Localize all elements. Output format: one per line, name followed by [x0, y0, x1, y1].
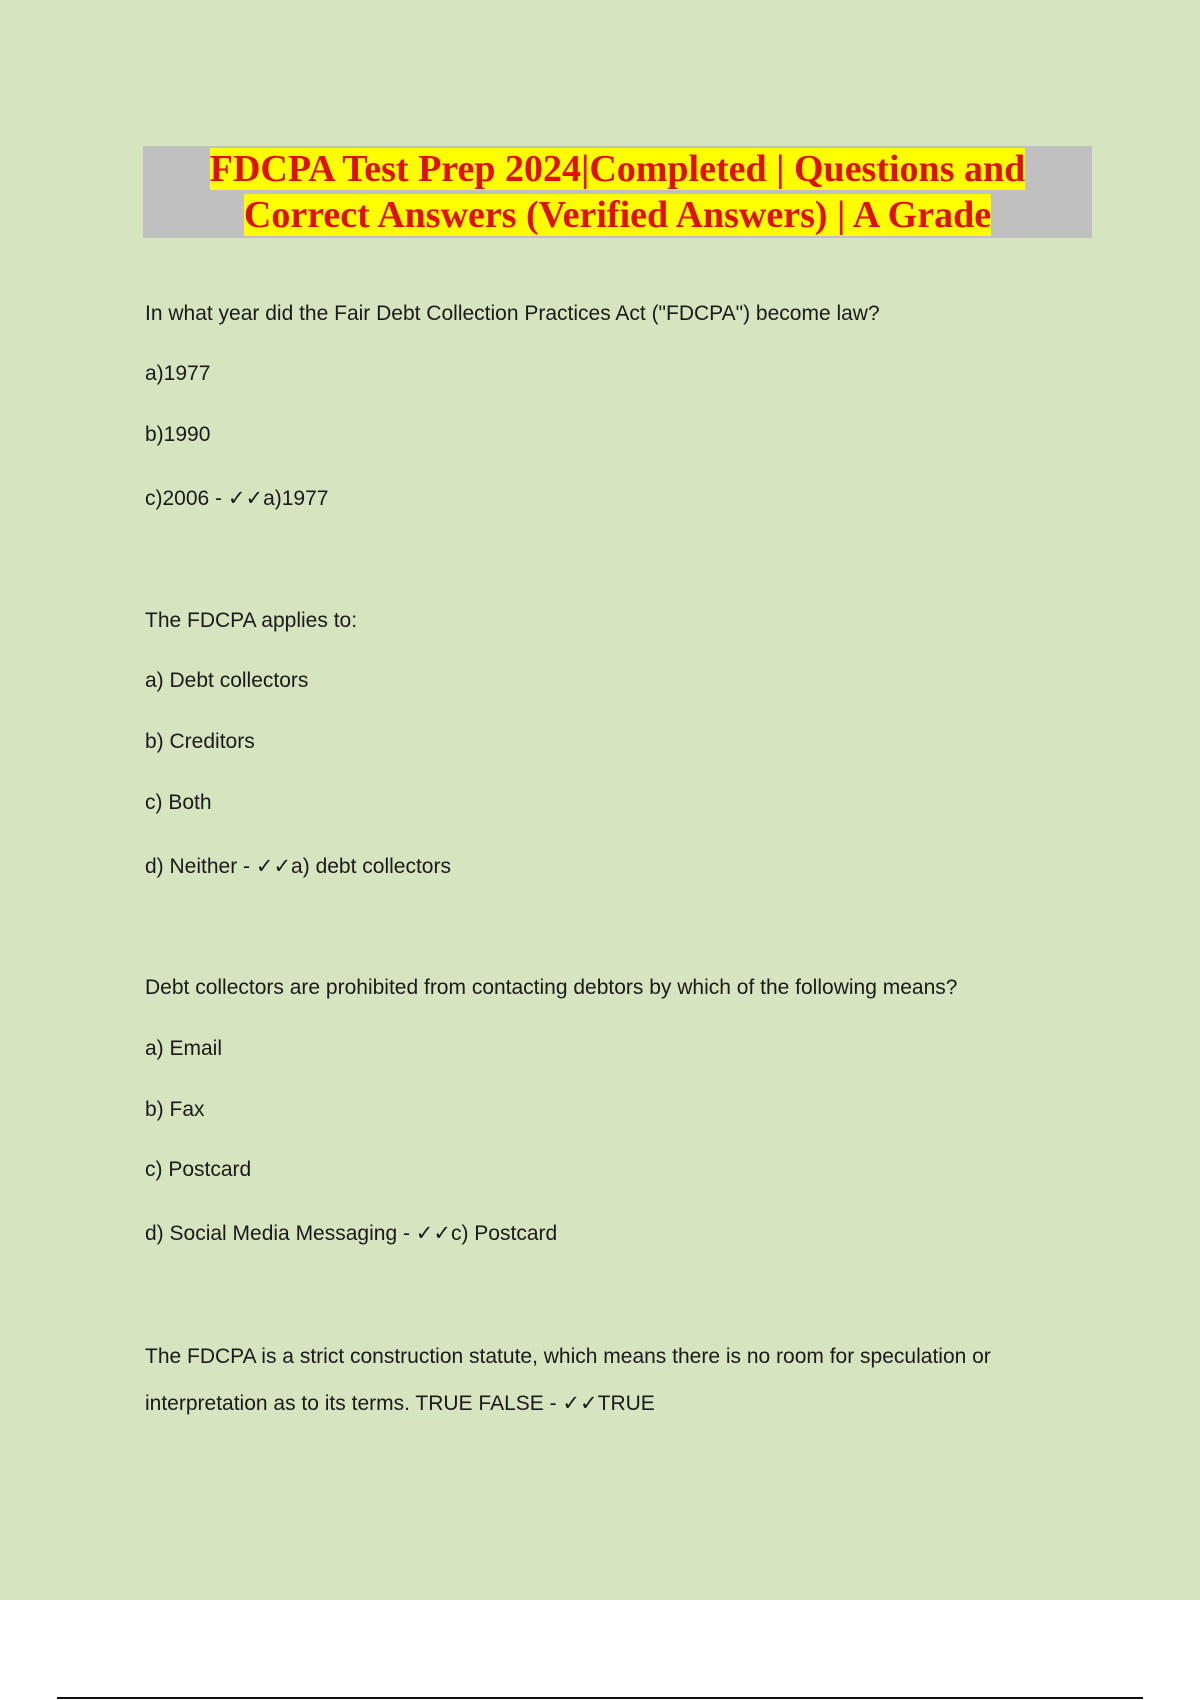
title-line-1 [143, 146, 1092, 192]
title-line-2 [143, 192, 1092, 238]
question-2-option-b: b) Creditors [145, 730, 255, 753]
question-2-option-a: a) Debt collectors [145, 669, 309, 692]
question-2-option-d-answer: d) Neither - ✓✓a) debt collectors [145, 855, 451, 878]
question-1-option-c-answer: c)2006 - ✓✓a)1977 [145, 487, 329, 510]
document-title [143, 146, 1092, 238]
footer-rule [57, 1697, 1143, 1699]
question-3-prompt: Debt collectors are prohibited from contacting debtors by which of the following means? [145, 976, 958, 999]
question-3-option-d-answer: d) Social Media Messaging - ✓✓c) Postcard [145, 1222, 558, 1245]
title-line-2-text: Correct Answers (Verified Answers) | A Grade [243, 194, 992, 236]
question-3-option-b: b) Fax [145, 1098, 205, 1121]
question-1-option-b: b)1990 [145, 423, 211, 446]
question-3-option-a: a) Email [145, 1037, 223, 1060]
question-2-option-c: c) Both [145, 791, 212, 814]
question-3-option-c: c) Postcard [145, 1158, 252, 1181]
title-line-1-text: FDCPA Test Prep 2024|Completed | Questions and [209, 148, 1026, 190]
question-1-prompt: In what year did the Fair Debt Collection Practices Act ("FDCPA") become law? [145, 302, 880, 325]
question-1-option-a: a)1977 [145, 362, 211, 385]
question-2-prompt: The FDCPA applies to: [145, 609, 358, 632]
question-4-prompt: The FDCPA is a strict construction statute, which means there is no room for speculation or [145, 1345, 991, 1368]
question-4-answer: interpretation as to its terms. TRUE FALSE - ✓✓TRUE [145, 1392, 655, 1415]
